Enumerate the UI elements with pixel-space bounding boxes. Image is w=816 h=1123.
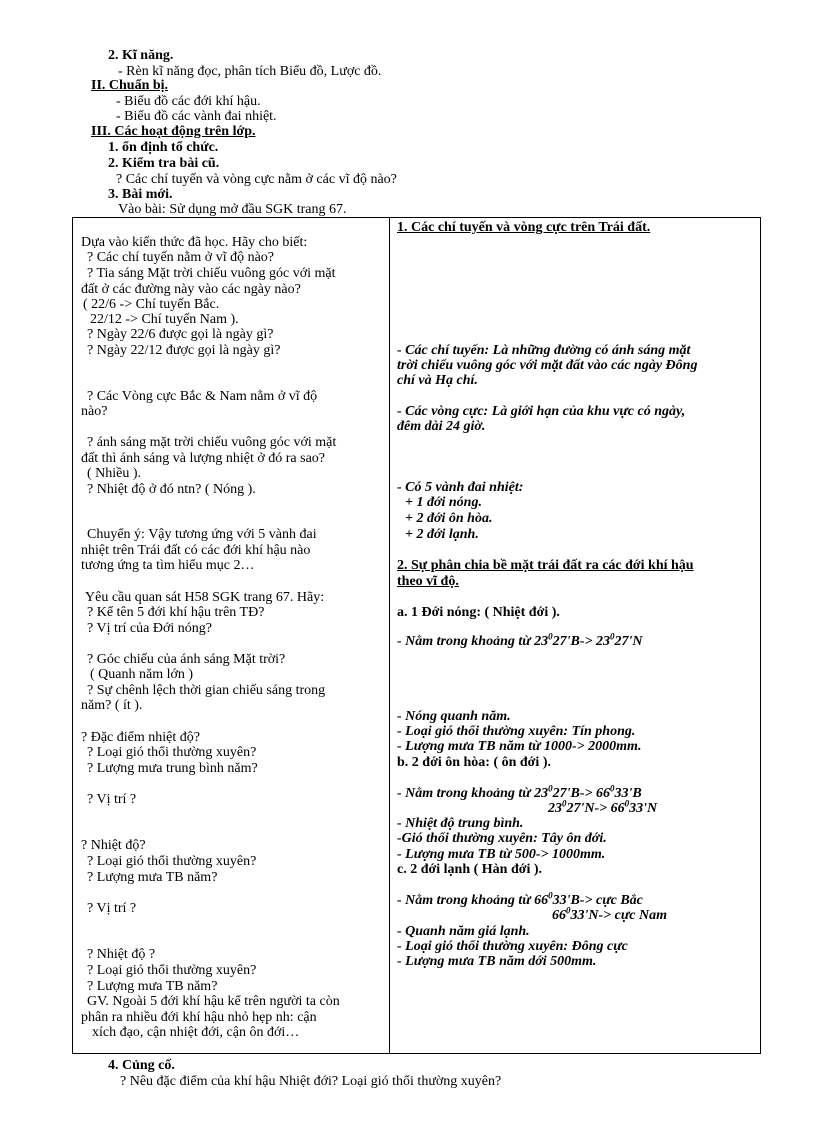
activities-heading: III. Các hoạt động trên lớp. bbox=[91, 124, 256, 139]
left-line: đất ở các đường này vào các ngày nào? bbox=[81, 282, 301, 297]
cold-zone-feature: - Lượng mưa TB năm dới 500mm. bbox=[397, 954, 597, 969]
heat-belt-item: + 2 đới ôn hòa. bbox=[405, 511, 493, 526]
skills-heading: 2. Kĩ năng. bbox=[108, 48, 174, 63]
cold-zone-range: - Nằm trong khoảng từ $66^033'B->$ cực Bắc bbox=[397, 890, 643, 908]
left-line: ? Đặc điểm nhiệt độ? bbox=[81, 730, 200, 745]
section2-title: theo vĩ độ. bbox=[397, 574, 459, 589]
temperate-zone-feature: - Lượng mưa TB từ 500-> 1000mm. bbox=[397, 847, 606, 862]
left-line: ( 22/6 -> Chí tuyến Bắc. bbox=[83, 297, 220, 312]
step4-heading: 4. Củng cố. bbox=[108, 1058, 175, 1073]
tropics-definition: - Các chí tuyến: Là những đường có ánh sáng mặt bbox=[397, 343, 691, 358]
step2-question: ? Các chí tuyến và vòng cực nằm ở các vĩ độ nào? bbox=[116, 172, 397, 187]
left-line: ? Lượng mưa trung bình năm? bbox=[87, 761, 258, 776]
temperate-zone-range: - Nằm trong khoảng từ $23^027'B-> 66^033'B$ bbox=[397, 783, 642, 801]
left-line: ? Lượng mưa TB năm? bbox=[87, 870, 218, 885]
left-line: GV. Ngoài 5 đới khí hậu kể trên người ta còn bbox=[87, 994, 340, 1009]
step1-heading: 1. ổn định tổ chức. bbox=[108, 140, 219, 155]
heat-belts-title: - Có 5 vành đai nhiệt: bbox=[397, 480, 524, 495]
section2-title: 2. Sự phân chia bề mặt trái đất ra các đới khí hậu bbox=[397, 558, 694, 573]
prep-heading: II. Chuẩn bị. bbox=[91, 78, 169, 93]
left-line: ? Vị trí ? bbox=[87, 901, 137, 916]
left-line: ? ánh sáng mặt trời chiếu vuông góc với mặt bbox=[87, 435, 337, 450]
left-line: ? Vị trí ? bbox=[87, 792, 137, 807]
cold-zone-feature: - Quanh năm giá lạnh. bbox=[397, 924, 530, 939]
left-line: năm? ( ít ). bbox=[81, 698, 143, 713]
left-line: phân ra nhiều đới khí hậu nhỏ hẹp nh: cận bbox=[81, 1010, 317, 1025]
hot-zone-feature: - Nóng quanh năm. bbox=[397, 709, 511, 724]
tropics-definition: trời chiếu vuông góc với mặt đất vào các ngày Đông bbox=[397, 358, 698, 373]
temperate-zone-feature: -Gió thổi thường xuyên: Tây ôn đới. bbox=[397, 831, 607, 846]
hot-zone-range: - Nằm trong khoảng từ $23^027'B-> 23^027'N$ bbox=[397, 631, 643, 649]
left-line: đất thì ánh sáng và lượng nhiệt ở đó ra sao? bbox=[81, 451, 326, 466]
left-line: ? Ngày 22/6 được gọi là ngày gì? bbox=[87, 327, 274, 342]
left-line: Dựa vào kiến thức đã học. Hãy cho biết: bbox=[81, 235, 308, 250]
tropics-definition: chí và Hạ chí. bbox=[397, 373, 478, 388]
hot-zone-feature: - Loại gió thổi thường xuyên: Tín phong. bbox=[397, 724, 636, 739]
left-line: ? Nhiệt độ ? bbox=[87, 947, 156, 962]
hot-zone-title: a. 1 Đới nóng: ( Nhiệt đới ). bbox=[397, 605, 560, 620]
step3-heading: 3. Bài mới. bbox=[108, 187, 173, 202]
step2-heading: 2. Kiểm tra bài cũ. bbox=[108, 156, 220, 171]
cold-zone-title: c. 2 đới lạnh ( Hàn đới ). bbox=[397, 862, 543, 877]
left-line: tương ứng ta tìm hiểu mục 2… bbox=[81, 558, 255, 573]
left-line: ? Góc chiếu của ánh sáng Mặt trời? bbox=[87, 652, 286, 667]
temperate-zone-title: b. 2 đới ôn hòa: ( ôn đới ). bbox=[397, 755, 551, 770]
left-line: nhiệt trên Trái đất có các đới khí hậu nào bbox=[81, 543, 311, 558]
left-line: nào? bbox=[81, 404, 108, 419]
cold-zone-range: $66^033'N->$ cực Nam bbox=[552, 905, 667, 923]
left-line: ? Các Vòng cực Bắc & Nam nằm ở vĩ độ bbox=[87, 389, 318, 404]
left-line: ? Kể tên 5 đới khí hậu trên TĐ? bbox=[87, 605, 265, 620]
left-line: ? Sự chênh lệch thời gian chiếu sáng trong bbox=[87, 683, 326, 698]
prep-item: - Biểu đồ các đới khí hậu. bbox=[116, 94, 261, 109]
column-divider bbox=[389, 217, 390, 1054]
hot-zone-feature: - Lượng mưa TB năm từ 1000-> 2000mm. bbox=[397, 739, 642, 754]
left-line: ( Quanh năm lớn ) bbox=[90, 667, 194, 682]
left-line: Chuyển ý: Vậy tương ứng với 5 vành đai bbox=[87, 527, 317, 542]
left-line: ? Nhiệt độ? bbox=[81, 838, 146, 853]
left-line: ? Loại gió thổi thường xuyên? bbox=[87, 745, 257, 760]
polar-definition: - Các vòng cực: Là giới hạn của khu vực có ngày, bbox=[397, 404, 686, 419]
left-line: ? Lượng mưa TB năm? bbox=[87, 979, 218, 994]
skills-item: - Rèn kĩ năng đọc, phân tích Biểu đồ, Lược đồ. bbox=[118, 64, 382, 79]
left-line: ? Vị trí của Đới nóng? bbox=[87, 621, 212, 636]
temperate-zone-range: $23^027'N-> 66^033'N$ bbox=[548, 798, 658, 816]
heat-belt-item: + 2 đới lạnh. bbox=[405, 527, 479, 542]
left-line: ? Ngày 22/12 được gọi là ngày gì? bbox=[87, 343, 281, 358]
section1-title: 1. Các chí tuyến và vòng cực trên Trái đất. bbox=[397, 220, 651, 235]
left-line: ( Nhiều ). bbox=[87, 466, 142, 481]
left-line: ? Nhiệt độ ở đó ntn? ( Nóng ). bbox=[87, 482, 256, 497]
temperate-zone-feature: - Nhiệt độ trung bình. bbox=[397, 816, 524, 831]
left-line: ? Tia sáng Mặt trời chiếu vuông góc với mặt bbox=[87, 266, 336, 281]
left-line: 22/12 -> Chí tuyến Nam ). bbox=[90, 312, 239, 327]
left-line: ? Loại gió thổi thường xuyên? bbox=[87, 854, 257, 869]
left-line: ? Các chí tuyến nằm ở vĩ độ nào? bbox=[87, 250, 275, 265]
heat-belt-item: + 1 đới nóng. bbox=[405, 495, 482, 510]
lesson-intro: Vào bài: Sử dụng mở đầu SGK trang 67. bbox=[118, 202, 347, 217]
left-line: ? Loại gió thổi thường xuyên? bbox=[87, 963, 257, 978]
prep-item: - Biểu đồ các vành đai nhiệt. bbox=[116, 109, 277, 124]
left-line: Yêu cầu quan sát H58 SGK trang 67. Hãy: bbox=[85, 590, 325, 605]
step4-question: ? Nêu đặc điểm của khí hậu Nhiệt đới? Loại gió thổi thường xuyên? bbox=[120, 1074, 502, 1089]
cold-zone-feature: - Loại gió thổi thường xuyên: Đông cực bbox=[397, 939, 628, 954]
left-line: xích đạo, cận nhiệt đới, cận ôn đới… bbox=[92, 1025, 300, 1040]
polar-definition: đêm dài 24 giờ. bbox=[397, 419, 486, 434]
